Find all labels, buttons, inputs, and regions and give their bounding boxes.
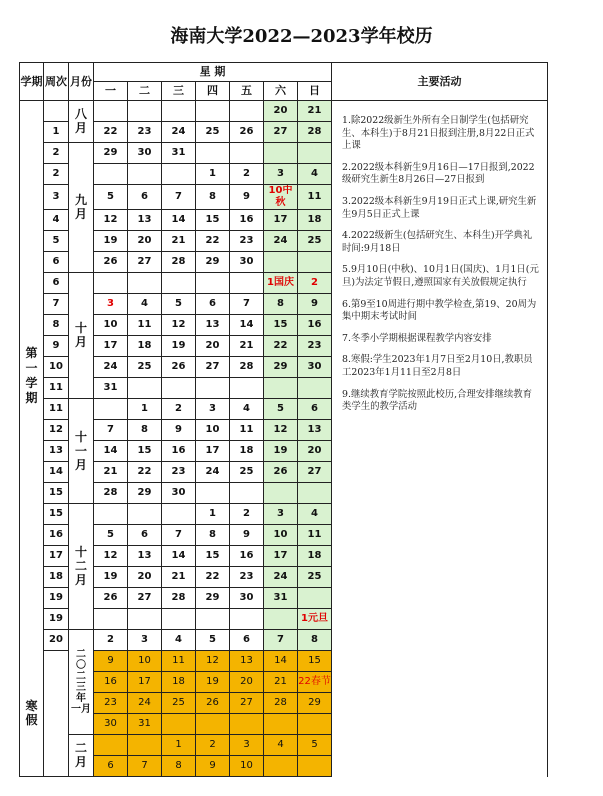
day-cell: 9: [298, 294, 332, 315]
day-cell: 26: [162, 357, 196, 378]
month-label: 十 二 月: [74, 545, 87, 587]
year-label: 二〇二三年: [76, 649, 86, 704]
day-cell: [94, 273, 128, 294]
day-cell: [230, 714, 264, 735]
day-cell: 4: [128, 294, 162, 315]
page-title: 海南大学2022—2023学年校历: [170, 26, 433, 47]
day-cell: 21: [298, 101, 332, 122]
day-cell: 1国庆: [264, 273, 298, 294]
day-cell: 1: [162, 735, 196, 756]
day-cell: [196, 273, 230, 294]
day-cell: 28: [162, 588, 196, 609]
day-cell: 30: [298, 357, 332, 378]
week-number: 8: [44, 315, 69, 336]
month-label: 十 月: [74, 321, 87, 349]
day-cell: 8: [298, 630, 332, 651]
day-cell: 11: [230, 420, 264, 441]
day-cell: 27: [264, 122, 298, 143]
day-cell: 21: [264, 672, 298, 693]
day-cell: [196, 483, 230, 504]
day-cell: 31: [94, 378, 128, 399]
day-cell: 28: [298, 122, 332, 143]
day-cell: 17: [128, 672, 162, 693]
day-cell: 27: [230, 693, 264, 714]
day-cell: 9: [230, 185, 264, 210]
day-cell: 20: [264, 101, 298, 122]
day-cell: 5: [94, 525, 128, 546]
day-cell: [128, 378, 162, 399]
day-cell: 21: [94, 462, 128, 483]
activity-item: 6.第9至10周进行期中教学检查,第19、20周为集中期末考试时间: [342, 298, 537, 323]
month-cell: [69, 101, 94, 143]
day-cell: 9: [162, 420, 196, 441]
day-cell: 22: [128, 462, 162, 483]
day-cell: 8: [196, 525, 230, 546]
week-number: 18: [44, 567, 69, 588]
day-cell: 14: [162, 546, 196, 567]
day-cell: [298, 252, 332, 273]
day-cell: 2: [94, 630, 128, 651]
day-cell: 7: [264, 630, 298, 651]
header-term: 学期: [20, 63, 44, 101]
day-cell: 13: [128, 210, 162, 231]
term-label: 第 一 学 期: [25, 345, 38, 405]
day-cell: [162, 609, 196, 630]
week-number: 2: [44, 164, 69, 185]
day-cell: 14: [162, 210, 196, 231]
day-cell: 2: [196, 735, 230, 756]
day-cell: 4: [298, 164, 332, 185]
week-number: 15: [44, 483, 69, 504]
day-cell: 26: [264, 462, 298, 483]
day-cell: 28: [264, 693, 298, 714]
day-cell: [230, 609, 264, 630]
day-cell: 10: [230, 756, 264, 777]
day-cell: 15: [196, 210, 230, 231]
day-cell: 2: [230, 504, 264, 525]
calendar-row: [20, 101, 548, 122]
day-cell: 9: [94, 651, 128, 672]
day-cell: 28: [162, 252, 196, 273]
day-cell: 5: [162, 294, 196, 315]
week-number: 16: [44, 525, 69, 546]
day-cell: [298, 714, 332, 735]
day-cell: [264, 483, 298, 504]
day-cell: 31: [162, 143, 196, 164]
day-cell: [230, 483, 264, 504]
day-cell: 12: [196, 651, 230, 672]
day-cell: 19: [162, 336, 196, 357]
day-cell: 1: [128, 399, 162, 420]
day-cell: 25: [298, 231, 332, 252]
day-cell: 8: [264, 294, 298, 315]
month-label: 一月: [71, 704, 91, 715]
day-cell: 6: [128, 185, 162, 210]
day-cell: 16: [298, 315, 332, 336]
day-cell: [264, 609, 298, 630]
day-cell: 25: [162, 693, 196, 714]
day-cell: [162, 714, 196, 735]
day-cell: 6: [196, 294, 230, 315]
day-cell: [94, 504, 128, 525]
day-cell: 16: [230, 546, 264, 567]
day-cell: [264, 714, 298, 735]
day-cell: [196, 143, 230, 164]
day-cell: 11: [298, 525, 332, 546]
day-cell: 22: [196, 567, 230, 588]
day-cell: [264, 378, 298, 399]
day-cell: 30: [230, 252, 264, 273]
day-cell: 30: [230, 588, 264, 609]
day-cell: 16: [230, 210, 264, 231]
day-cell: 4: [230, 399, 264, 420]
header-day: 六: [264, 82, 298, 101]
week-number: 13: [44, 441, 69, 462]
header-day: 三: [162, 82, 196, 101]
day-cell: [162, 273, 196, 294]
day-cell: 21: [230, 336, 264, 357]
day-cell: [94, 735, 128, 756]
day-cell: 26: [196, 693, 230, 714]
day-cell: 9: [196, 756, 230, 777]
activity-item: 8.寒假:学生2023年1月7日至2月10日,教职员工2023年1月11日至2月8日: [342, 354, 533, 378]
day-cell: 5: [196, 630, 230, 651]
day-cell: 1元旦: [298, 609, 332, 630]
day-cell: 25: [230, 462, 264, 483]
header-week: 周次: [44, 63, 69, 101]
week-number: 4: [44, 210, 69, 231]
day-cell: 18: [128, 336, 162, 357]
month-label: 九 月: [74, 193, 87, 221]
day-cell: 27: [196, 357, 230, 378]
day-cell: [298, 483, 332, 504]
day-cell: 30: [128, 143, 162, 164]
activity-item: 3.2022级本科新生9月19日正式上课,研究生新生9月5日正式上课: [342, 195, 537, 220]
day-cell: [230, 143, 264, 164]
day-cell: 15: [264, 315, 298, 336]
day-cell: 2: [230, 164, 264, 185]
day-cell: [196, 101, 230, 122]
day-cell: 26: [230, 122, 264, 143]
day-cell: 8: [162, 756, 196, 777]
day-cell: 19: [94, 231, 128, 252]
day-cell: [128, 504, 162, 525]
day-cell: 13: [298, 420, 332, 441]
week-number: 9: [44, 336, 69, 357]
term-cell: [20, 101, 44, 651]
day-cell: 7: [94, 420, 128, 441]
day-cell: 29: [196, 252, 230, 273]
activity-item: 9.继续教育学院按照此校历,合理安排继续教育类学生的教学活动: [342, 388, 533, 413]
day-cell: 28: [230, 357, 264, 378]
day-cell: [128, 609, 162, 630]
day-cell: 3: [264, 164, 298, 185]
day-cell: [298, 378, 332, 399]
week-number: 20: [44, 630, 69, 651]
header-day: 五: [230, 82, 264, 101]
day-cell: 27: [298, 462, 332, 483]
day-cell: 15: [128, 441, 162, 462]
header-day: 二: [128, 82, 162, 101]
day-cell: 7: [162, 185, 196, 210]
day-cell: 23: [230, 567, 264, 588]
activities-cell: [332, 101, 548, 777]
day-cell: 24: [264, 567, 298, 588]
week-number: 3: [44, 185, 69, 210]
day-cell: [264, 252, 298, 273]
day-cell: 20: [298, 441, 332, 462]
day-cell: [264, 143, 298, 164]
day-cell: 18: [298, 546, 332, 567]
month-cell: [69, 735, 94, 777]
day-cell: 23: [298, 336, 332, 357]
day-cell: 24: [196, 462, 230, 483]
day-cell: 29: [264, 357, 298, 378]
day-cell: 5: [264, 399, 298, 420]
day-cell: 27: [128, 252, 162, 273]
day-cell: 26: [94, 588, 128, 609]
day-cell: 22: [196, 231, 230, 252]
month-cell: [69, 630, 94, 735]
day-cell: 6: [230, 630, 264, 651]
day-cell: 31: [128, 714, 162, 735]
day-cell: [162, 164, 196, 185]
day-cell: 6: [128, 525, 162, 546]
day-cell: 23: [230, 231, 264, 252]
day-cell: [196, 714, 230, 735]
week-number: 6: [44, 273, 69, 294]
day-cell: 21: [162, 567, 196, 588]
day-cell: [128, 735, 162, 756]
header-day: 日: [298, 82, 332, 101]
activity-item: 7.冬季小学期根据课程教学内容安排: [342, 332, 492, 344]
day-cell: [298, 588, 332, 609]
header-day: 四: [196, 82, 230, 101]
day-cell: 16: [162, 441, 196, 462]
day-cell: 10中秋: [264, 185, 298, 210]
month-cell: [69, 273, 94, 399]
month-cell: [69, 143, 94, 273]
day-cell: 16: [94, 672, 128, 693]
day-cell: 15: [196, 546, 230, 567]
day-cell: 1: [196, 164, 230, 185]
day-cell: 8: [196, 185, 230, 210]
activity-item: 4.2022级新生(包括研究生、本科生)开学典礼时间:9月18日: [342, 230, 533, 254]
day-cell: 19: [264, 441, 298, 462]
day-cell: 3: [230, 735, 264, 756]
winter-term-cell: [20, 651, 44, 777]
week-number: 14: [44, 462, 69, 483]
day-cell: 12: [94, 546, 128, 567]
day-cell: 6: [298, 399, 332, 420]
day-cell: 18: [162, 672, 196, 693]
day-cell: 30: [162, 483, 196, 504]
day-cell: 24: [264, 231, 298, 252]
day-cell: 15: [298, 651, 332, 672]
day-cell: 12: [94, 210, 128, 231]
week-number: 6: [44, 252, 69, 273]
day-cell: 7: [230, 294, 264, 315]
week-number: 11: [44, 378, 69, 399]
day-cell: 11: [128, 315, 162, 336]
day-cell: [162, 101, 196, 122]
day-cell: [264, 756, 298, 777]
day-cell: 25: [196, 122, 230, 143]
day-cell: [196, 378, 230, 399]
header-activities: 主要活动: [332, 63, 548, 101]
day-cell: 3: [196, 399, 230, 420]
day-cell: [94, 399, 128, 420]
day-cell: 25: [298, 567, 332, 588]
header-weekday-group: 星 期: [94, 63, 332, 82]
day-cell: 29: [298, 693, 332, 714]
month-cell: [69, 504, 94, 630]
day-cell: 12: [264, 420, 298, 441]
day-cell: 20: [230, 672, 264, 693]
week-cell-empty: [44, 651, 69, 777]
day-cell: 10: [196, 420, 230, 441]
day-cell: 19: [196, 672, 230, 693]
day-cell: 14: [264, 651, 298, 672]
day-cell: 13: [230, 651, 264, 672]
day-cell: 24: [162, 122, 196, 143]
day-cell: [162, 504, 196, 525]
week-number: 1: [44, 122, 69, 143]
day-cell: 17: [264, 546, 298, 567]
day-cell: 8: [128, 420, 162, 441]
day-cell: 14: [230, 315, 264, 336]
winter-label: 寒 假: [25, 698, 38, 727]
day-cell: 22: [264, 336, 298, 357]
day-cell: 14: [94, 441, 128, 462]
day-cell: 11: [298, 185, 332, 210]
day-cell: 10: [128, 651, 162, 672]
header-month: 月份: [69, 63, 94, 101]
activity-item: 1.除2022级新生外所有全日制学生(包括研究生、本科生)于8月21日报到注册,8月22日正式上课: [342, 115, 535, 152]
day-cell: 10: [264, 525, 298, 546]
week-number: 10: [44, 357, 69, 378]
day-cell: 29: [196, 588, 230, 609]
day-cell: 19: [94, 567, 128, 588]
day-cell: 27: [128, 588, 162, 609]
day-cell: 20: [128, 231, 162, 252]
day-cell: 3: [264, 504, 298, 525]
day-cell: 5: [94, 185, 128, 210]
day-cell: 29: [94, 143, 128, 164]
day-cell: 13: [196, 315, 230, 336]
week-number: 17: [44, 546, 69, 567]
day-cell: 4: [298, 504, 332, 525]
day-cell: 24: [128, 693, 162, 714]
day-cell: [196, 609, 230, 630]
activity-item: 5.9月10日(中秋)、10月1日(国庆)、1月1日(元旦)为法定节假日,遵照国家有关放假规定执行: [342, 264, 539, 288]
day-cell: 18: [230, 441, 264, 462]
day-cell: 17: [196, 441, 230, 462]
day-cell: 24: [94, 357, 128, 378]
day-cell: [94, 164, 128, 185]
day-cell: 4: [264, 735, 298, 756]
day-cell: 28: [94, 483, 128, 504]
day-cell: [94, 609, 128, 630]
day-cell: [94, 101, 128, 122]
week-number: 19: [44, 588, 69, 609]
day-cell: [230, 101, 264, 122]
day-cell: 5: [298, 735, 332, 756]
day-cell: 23: [128, 122, 162, 143]
week-number: [44, 101, 69, 122]
day-cell: [162, 378, 196, 399]
school-calendar-table: [19, 62, 548, 777]
day-cell: 10: [94, 315, 128, 336]
header-day: 一: [94, 82, 128, 101]
month-label: 八 月: [74, 107, 87, 135]
day-cell: 1: [196, 504, 230, 525]
day-cell: 11: [162, 651, 196, 672]
day-cell: 25: [128, 357, 162, 378]
day-cell: 17: [94, 336, 128, 357]
day-cell: 7: [162, 525, 196, 546]
month-label: 二 月: [74, 741, 87, 769]
week-number: 15: [44, 504, 69, 525]
day-cell: 26: [94, 252, 128, 273]
day-cell: 23: [94, 693, 128, 714]
day-cell: 18: [298, 210, 332, 231]
day-cell: 22: [94, 122, 128, 143]
week-number: 7: [44, 294, 69, 315]
week-number: 11: [44, 399, 69, 420]
week-number: 19: [44, 609, 69, 630]
week-number: 5: [44, 231, 69, 252]
day-cell: [128, 101, 162, 122]
day-cell: 20: [128, 567, 162, 588]
day-cell: 22春节: [298, 672, 332, 693]
week-number: 12: [44, 420, 69, 441]
day-cell: [298, 756, 332, 777]
day-cell: 6: [94, 756, 128, 777]
day-cell: 9: [230, 525, 264, 546]
day-cell: [230, 273, 264, 294]
day-cell: 3: [94, 294, 128, 315]
day-cell: 3: [128, 630, 162, 651]
day-cell: 29: [128, 483, 162, 504]
day-cell: 2: [162, 399, 196, 420]
day-cell: 31: [264, 588, 298, 609]
day-cell: [298, 143, 332, 164]
month-label: 十 一 月: [74, 429, 87, 472]
day-cell: 13: [128, 546, 162, 567]
day-cell: 7: [128, 756, 162, 777]
day-cell: 30: [94, 714, 128, 735]
day-cell: 12: [162, 315, 196, 336]
day-cell: 20: [196, 336, 230, 357]
day-cell: 17: [264, 210, 298, 231]
day-cell: 2: [298, 273, 332, 294]
day-cell: 4: [162, 630, 196, 651]
week-number: 2: [44, 143, 69, 164]
day-cell: 23: [162, 462, 196, 483]
day-cell: 21: [162, 231, 196, 252]
day-cell: [128, 164, 162, 185]
activity-item: 2.2022级本科新生9月16日—17日报到,2022级研究生新生8月26日—27日报到: [342, 161, 535, 186]
month-cell: [69, 399, 94, 504]
day-cell: [230, 378, 264, 399]
day-cell: [128, 273, 162, 294]
